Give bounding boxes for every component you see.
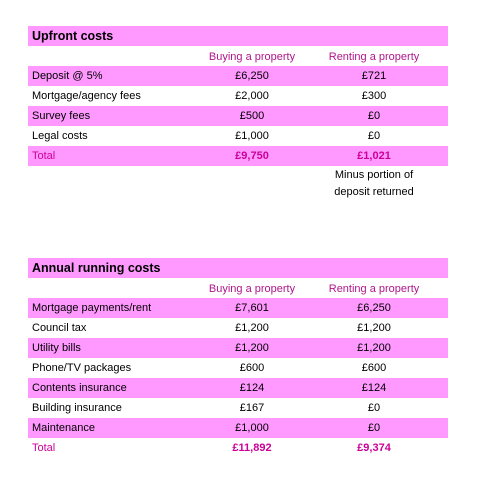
upfront-total-label: Total <box>32 150 56 162</box>
upfront-row-buy-value: £2,000 <box>235 90 269 102</box>
upfront-costs-title-row <box>28 26 448 46</box>
annual-row-label: Mortgage payments/rent <box>32 302 152 314</box>
upfront-row-label: Deposit @ 5% <box>32 70 103 82</box>
annual-row-rent-value: £1,200 <box>357 342 391 354</box>
annual-row-rent-value: £0 <box>367 402 381 414</box>
upfront-row-deposit <box>28 66 448 86</box>
annual-row-label: Phone/TV packages <box>32 362 132 374</box>
annual-total-buy-value: £11,892 <box>232 442 272 454</box>
annual-header-buying: Buying a property <box>208 283 296 295</box>
upfront-row-label: Mortgage/agency fees <box>32 90 141 102</box>
upfront-row-label: Legal costs <box>32 130 88 142</box>
annual-row-buy-value: £600 <box>239 362 265 374</box>
annual-row-label: Council tax <box>32 322 87 334</box>
annual-row-mortgage-rent <box>28 298 448 318</box>
upfront-header-row <box>28 47 448 67</box>
annual-row-rent-value: £600 <box>361 362 387 374</box>
upfront-row-rent-value: £721 <box>361 70 387 82</box>
annual-header-row <box>28 279 448 299</box>
upfront-row-rent-value: £0 <box>367 110 381 122</box>
annual-total-row <box>28 438 448 458</box>
annual-row-label: Building insurance <box>32 402 122 414</box>
upfront-row-mortgage-fees <box>28 86 448 106</box>
annual-row-buy-value: £1,200 <box>235 342 269 354</box>
annual-row-label: Contents insurance <box>32 382 127 394</box>
upfront-total-rent-value: £1,021 <box>357 150 391 162</box>
upfront-row-buy-value: £1,000 <box>235 130 269 142</box>
deposit-note-line: Minus portion of <box>334 169 414 181</box>
annual-total-rent-value: £9,374 <box>357 442 391 454</box>
annual-row-buy-value: £1,200 <box>235 322 269 334</box>
annual-row-contents-insurance <box>28 378 448 398</box>
annual-total-label: Total <box>32 442 56 454</box>
deposit-returned-note <box>314 167 434 201</box>
upfront-row-survey-fees <box>28 106 448 126</box>
upfront-total-row <box>28 146 448 166</box>
upfront-row-rent-value: £300 <box>361 90 387 102</box>
upfront-costs-title: Upfront costs <box>32 29 114 43</box>
annual-header-renting: Renting a property <box>328 283 420 295</box>
annual-row-rent-value: £0 <box>367 422 381 434</box>
annual-row-building-insurance <box>28 398 448 418</box>
annual-row-label: Maintenance <box>32 422 95 434</box>
annual-row-buy-value: £1,000 <box>235 422 269 434</box>
upfront-row-label: Survey fees <box>32 110 91 122</box>
annual-row-buy-value: £7,601 <box>235 302 269 314</box>
upfront-row-legal-costs <box>28 126 448 146</box>
annual-row-buy-value: £167 <box>239 402 265 414</box>
annual-row-phone-tv <box>28 358 448 378</box>
annual-costs-title: Annual running costs <box>32 261 161 275</box>
upfront-row-buy-value: £6,250 <box>235 70 269 82</box>
annual-row-rent-value: £1,200 <box>357 322 391 334</box>
upfront-row-buy-value: £500 <box>239 110 265 122</box>
annual-row-maintenance <box>28 418 448 438</box>
upfront-header-buying: Buying a property <box>208 51 296 63</box>
annual-row-rent-value: £6,250 <box>357 302 391 314</box>
upfront-header-renting: Renting a property <box>328 51 420 63</box>
annual-row-rent-value: £124 <box>361 382 387 394</box>
deposit-note-line: deposit returned <box>334 186 414 198</box>
annual-row-utility-bills <box>28 338 448 358</box>
annual-row-buy-value: £124 <box>239 382 265 394</box>
upfront-total-buy-value: £9,750 <box>235 150 269 162</box>
upfront-row-rent-value: £0 <box>367 130 381 142</box>
annual-costs-title-row <box>28 258 448 278</box>
annual-row-council-tax <box>28 318 448 338</box>
annual-row-label: Utility bills <box>32 342 81 354</box>
